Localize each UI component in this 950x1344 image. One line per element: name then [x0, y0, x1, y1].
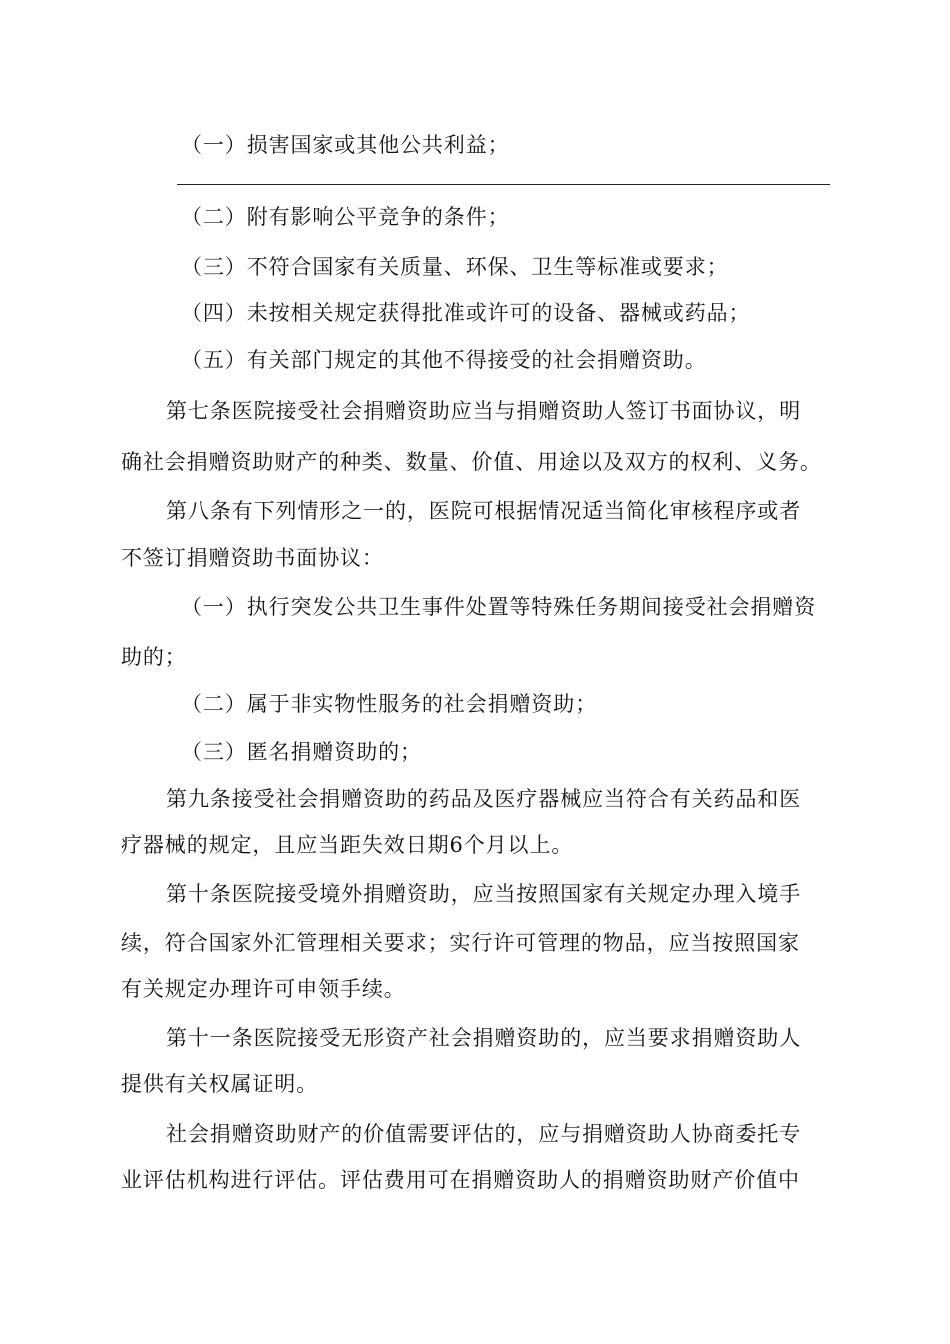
clause-4-line: （四）未按相关规定获得批准或许可的设备、器械或药品；: [181, 301, 751, 325]
article-10-line-3: 有关规定办理许可申领手续。: [121, 977, 406, 1001]
clause-2-line: （二）附有影响公平竞争的条件；: [181, 205, 510, 229]
article-8-line-1: 第八条有下列情形之一的，医院可根据情况适当简化审核程序或者: [166, 499, 802, 523]
article-8-item-2-line: （二）属于非实物性服务的社会捐赠资助；: [181, 692, 598, 716]
clause-3-line: （三）不符合国家有关质量、环保、卫生等标准或要求；: [181, 255, 729, 279]
article-10-line-2: 续，符合国家外汇管理相关要求；实行许可管理的物品，应当按照国家: [121, 931, 800, 955]
article-9-line-2: 疗器械的规定，且应当距失效日期6个月以上。: [121, 833, 574, 857]
article-11-line-1: 第十一条医院接受无形资产社会捐赠资助的，应当要求捐赠资助人: [166, 1026, 802, 1050]
clause-5-line: （五）有关部门规定的其他不得接受的社会捐赠资助。: [181, 348, 707, 372]
article-7-line-2: 确社会捐赠资助财产的种类、数量、价值、用途以及双方的权利、义务。: [121, 450, 822, 474]
valuation-line-2: 业评估机构进行评估。评估费用可在捐赠资助人的捐赠资助财产价值中: [121, 1168, 800, 1192]
article-8-item-1-line-1: （一）执行突发公共卫生事件处置等特殊任务期间接受社会捐赠资: [181, 595, 817, 619]
article-10-line-1: 第十条医院接受境外捐赠资助，应当按照国家有关规定办理入境手: [166, 882, 802, 906]
article-8-item-1-line-2: 助的；: [121, 645, 187, 669]
article-11-line-2: 提供有关权属证明。: [121, 1072, 319, 1096]
article-8-item-3-line: （三）匿名捐赠资助的；: [181, 740, 422, 764]
horizontal-rule: [177, 184, 830, 185]
article-7-line-1: 第七条医院接受社会捐赠资助应当与捐赠资助人签订书面协议，明: [166, 399, 802, 423]
valuation-line-1: 社会捐赠资助财产的价值需要评估的，应与捐赠资助人协商委托专: [166, 1122, 802, 1146]
article-8-line-2: 不签订捐赠资助书面协议：: [121, 546, 384, 570]
article-9-line-1: 第九条接受社会捐赠资助的药品及医疗器械应当符合有关药品和医: [166, 787, 802, 811]
clause-1-line: （一）损害国家或其他公共利益；: [181, 133, 510, 157]
